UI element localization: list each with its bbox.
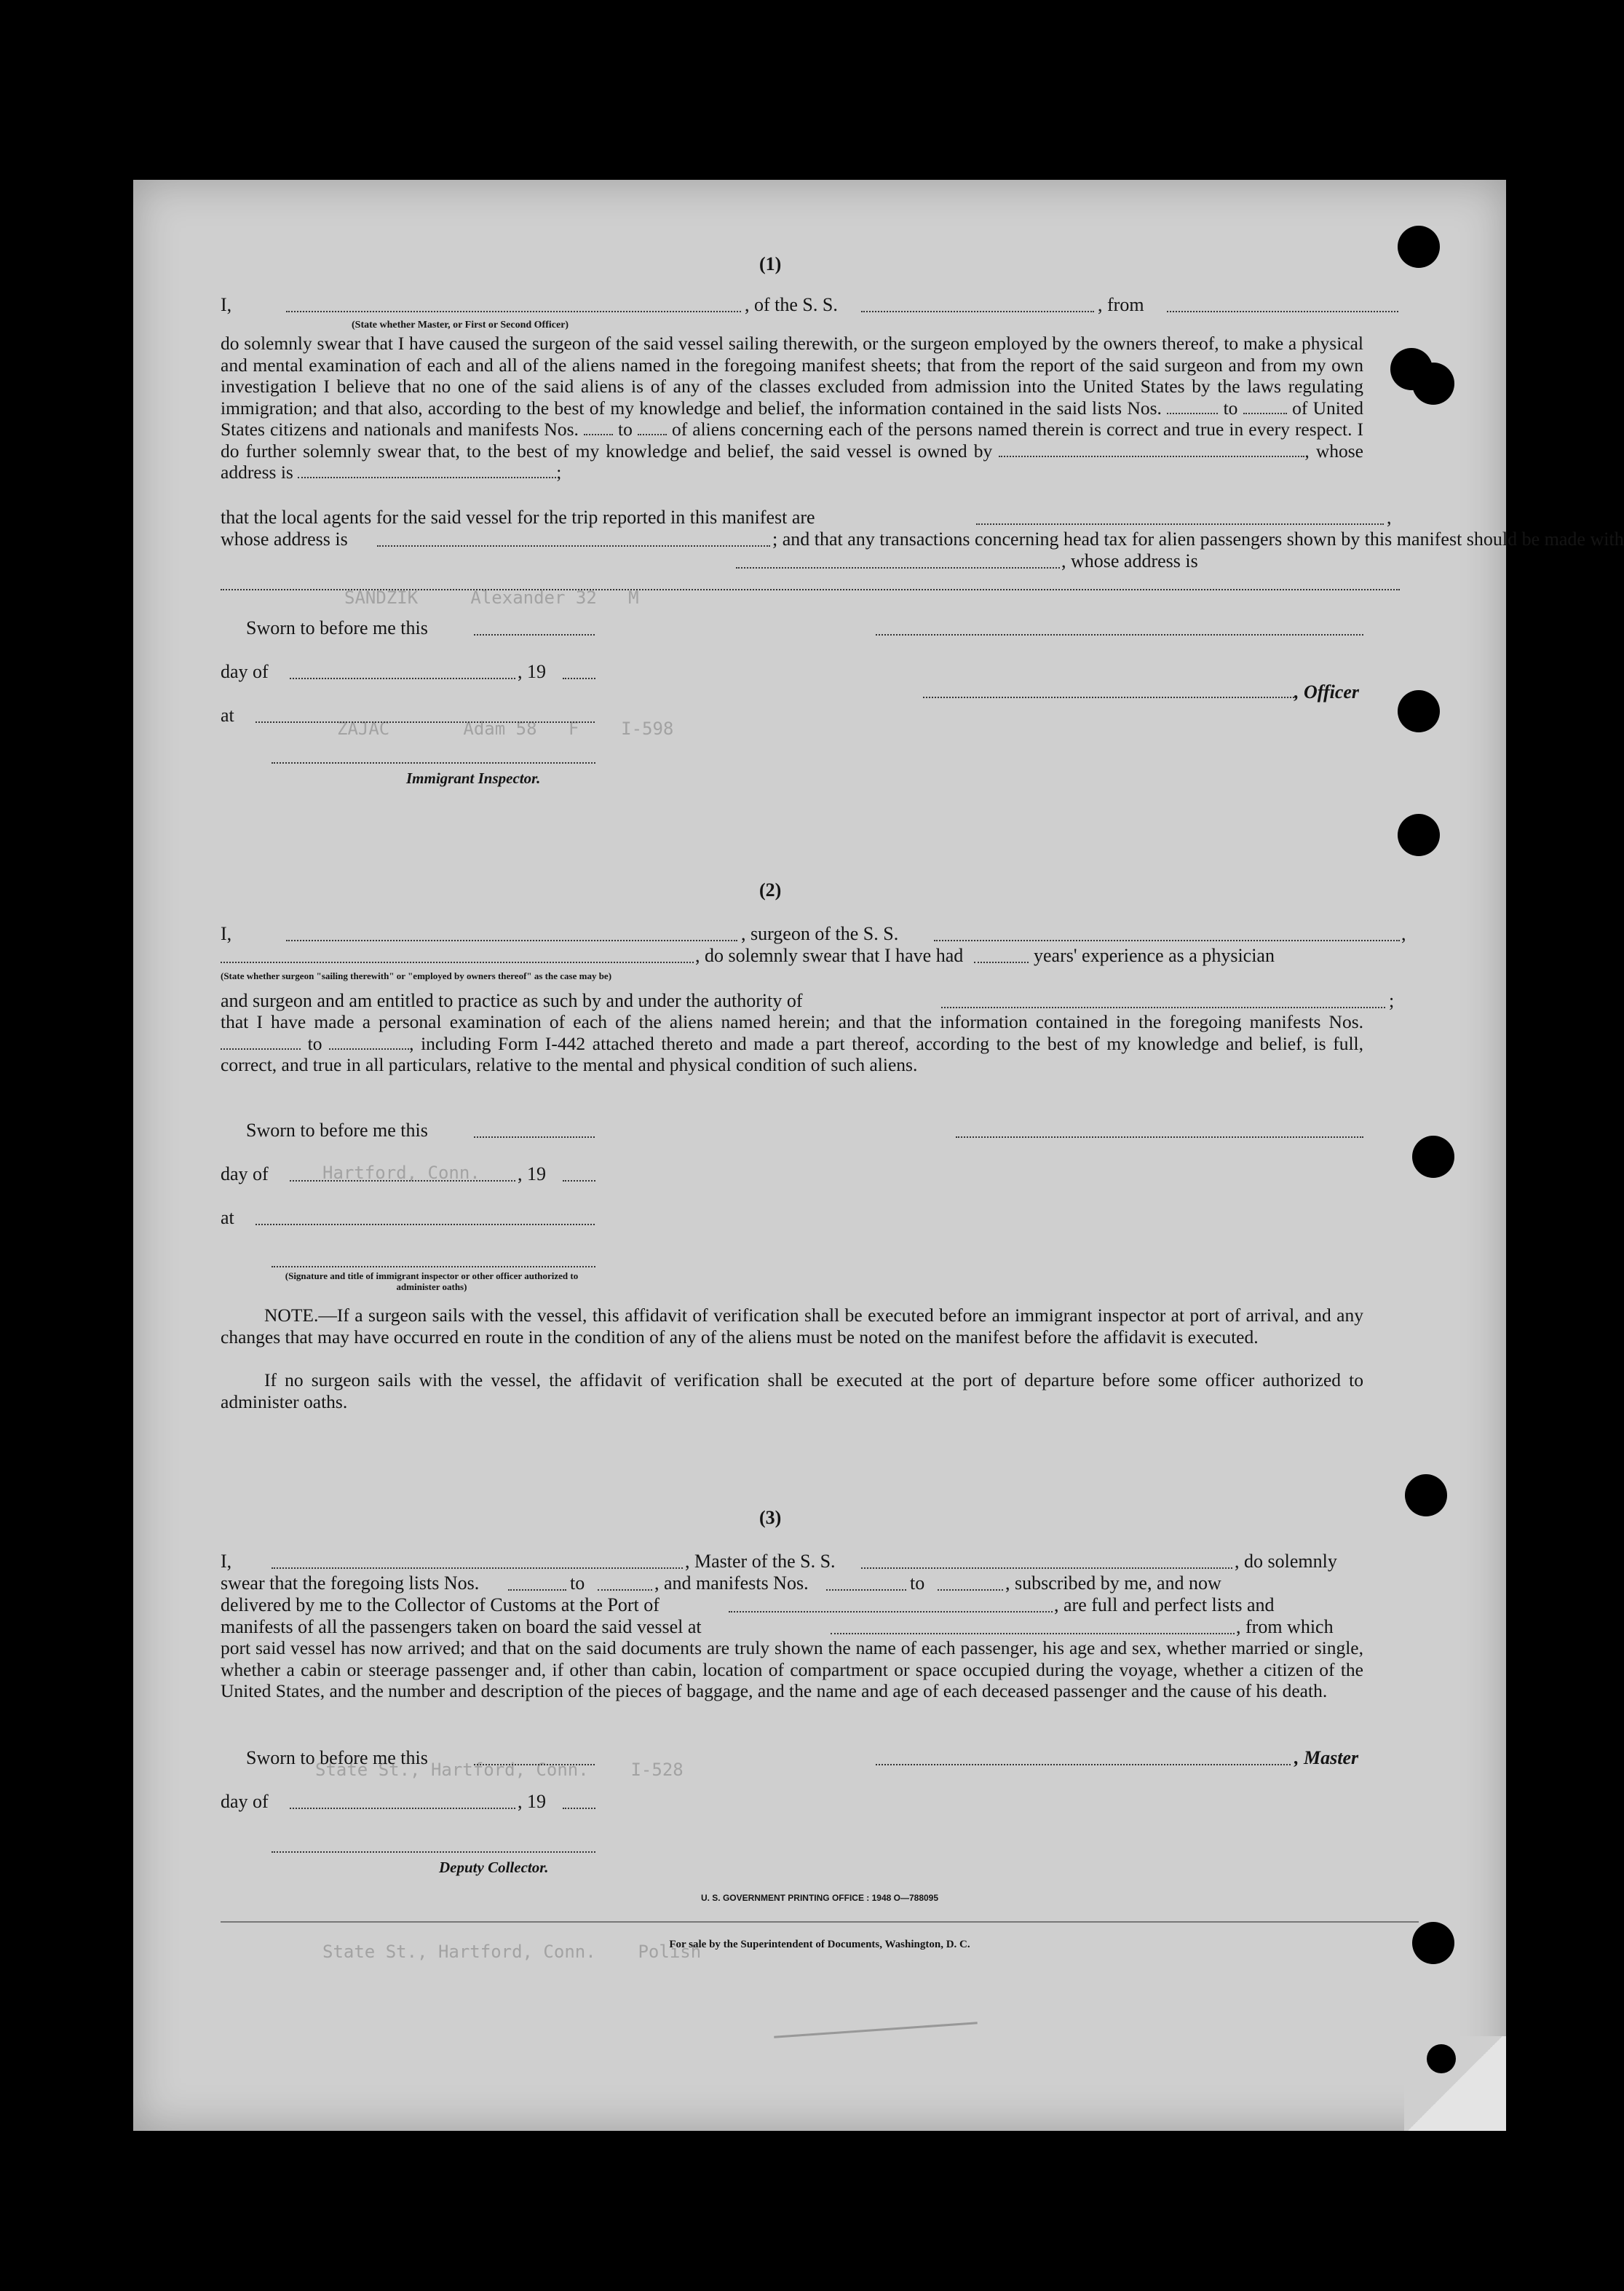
section1-signature-field[interactable] [876, 634, 1363, 636]
section2-sworn: Sworn to before me this [246, 1120, 428, 1141]
section3-delivered: delivered by me to the Collector of Customs at the Port of [221, 1594, 659, 1615]
section-1-number: (1) [759, 253, 782, 274]
section3-sworn: Sworn to before me this [246, 1747, 428, 1768]
section1-from: , from [1098, 294, 1144, 315]
section1-inspector-field[interactable] [272, 762, 595, 764]
section1-local-agents: that the local agents for the said vessel for the trip reported in this manifest are [221, 507, 815, 528]
section2-and-surgeon: and surgeon and am entitled to practice as such by and under the authority of [221, 990, 803, 1011]
punch-hole [1398, 226, 1440, 268]
section3-vessel-field[interactable] [861, 1567, 1232, 1569]
bleed-through-signature [774, 2022, 978, 2038]
section3-collector-field[interactable] [272, 1851, 595, 1853]
bleed-through-text: SANDZIK Alexander 32 M [344, 587, 639, 608]
section3-and-manifests: , and manifests Nos. [654, 1572, 809, 1594]
section2-authority-field[interactable] [941, 1007, 1385, 1008]
section3-manifests-of: manifests of all the passengers taken on board the said vessel at [221, 1616, 702, 1637]
section2-surgeon-name-field[interactable] [286, 940, 737, 941]
section2-sworn-day-field[interactable] [474, 1136, 595, 1138]
section1-immigrant-inspector: Immigrant Inspector. [406, 769, 541, 787]
section3-boarding-port-field[interactable] [831, 1633, 1235, 1634]
section1-officer: , Officer [1294, 681, 1360, 703]
section1-body: do solemnly swear that I have caused the surgeon of the said vessel sailing therewith, or the surgeon employed by the owners thereof, to make a physical and mental examination of each and all of the aliens named in the foregoing manifest sheets; that from the report of the said surgeon and from my own investigation I believe that no one of the said aliens is of any of the classes excluded from admission into the United States by the laws regulating immigration; and that also, according to the best of my knowledge and belief, the information contained in the said lists Nos. to of United States citizens and nationals and manifests Nos. to of aliens concerning each of the persons named therein is correct and true in every respect. I do further solemnly swear that, to the best of my knowledge and belief, the said vessel is owned by , whose address is ; [221, 333, 1364, 483]
section1-of-ss: , of the S. S. [745, 294, 838, 315]
section2-inspector-field[interactable] [272, 1266, 595, 1267]
section2-sailing-field[interactable] [221, 962, 694, 963]
section1-month-field[interactable] [290, 678, 515, 679]
section2-do-solemnly: , do solemnly swear that I have had [695, 945, 964, 966]
section1-sworn-day-field[interactable] [474, 634, 595, 636]
section2-month-field[interactable] [290, 1180, 515, 1182]
section2-state-surgeon-caption: (State whether surgeon "sailing therewith" or "employed by owners thereof" as the case may be) [221, 970, 612, 981]
section3-signature-field[interactable] [876, 1764, 1291, 1765]
section2-years: years' experience as a physician [1034, 945, 1275, 966]
footer-for-sale: For sale by the Superintendent of Documents, Washington, D. C. [669, 1939, 970, 1950]
section2-note2: If no surgeon sails with the vessel, the affidavit of verification shall be executed at the port of departure before some officer authorized to administer oaths. [221, 1369, 1363, 1412]
section3-subscribed: , subscribed by me, and now [1005, 1572, 1221, 1594]
section1-i: I, [221, 294, 232, 315]
section2-nineteen: , 19 [518, 1163, 546, 1184]
section2-vessel-field[interactable] [934, 940, 1400, 941]
section3-month-field[interactable] [290, 1808, 515, 1809]
section3-manifests-from-field[interactable] [826, 1589, 906, 1591]
section3-nineteen: , 19 [518, 1791, 546, 1812]
section1-head-tax: ; and that any transactions concerning head tax for alien passengers shown by this manifest should be made with [772, 529, 1624, 550]
section2-signature-caption: (Signature and title of immigrant inspector or other officer authorized to administer oaths) [285, 1270, 579, 1292]
section1-head-tax-address-field[interactable] [221, 589, 1400, 590]
punch-hole [1412, 1922, 1454, 1964]
section1-officer-field[interactable] [286, 311, 741, 312]
section3-day-of: day of [221, 1791, 269, 1812]
footer-gpo: U. S. GOVERNMENT PRINTING OFFICE : 1948 O—788095 [700, 1893, 939, 1903]
section2-at-field[interactable] [256, 1224, 595, 1225]
section3-year-field[interactable] [563, 1808, 595, 1809]
section1-nineteen: , 19 [518, 661, 546, 682]
section2-surgeon-of: , surgeon of the S. S. [741, 923, 899, 944]
bleed-through-text: Hartford, Conn. [322, 1163, 480, 1183]
section1-officer-name-field[interactable] [923, 697, 1294, 698]
section1-sworn: Sworn to before me this [246, 617, 428, 638]
punch-hole [1412, 1136, 1454, 1178]
section3-lists-to-field[interactable] [598, 1589, 652, 1591]
section3-master-of: , Master of the S. S. [685, 1551, 836, 1572]
section2-body: that I have made a personal examination of each of the aliens named herein; and that the information contained in the foregoing manifests Nos. to , including Form I-442 attached thereto and made a part thereof, according to the best of my knowledge and belief, is full, correct, and true in all particulars, relative to the mental and physical condition of such aliens. [221, 1011, 1363, 1075]
section-3-number: (3) [759, 1507, 782, 1528]
section1-state-master-caption: (State whether Master, or First or Second Officer) [352, 320, 569, 331]
section3-master-name-field[interactable] [272, 1567, 683, 1569]
section1-agents-field[interactable] [976, 523, 1384, 525]
punch-hole [1412, 363, 1454, 405]
section1-vessel-field[interactable] [861, 311, 1094, 312]
punch-hole [1398, 814, 1440, 856]
section1-at-field[interactable] [256, 721, 595, 723]
section1-whose-address: whose address is [221, 529, 348, 550]
section2-at: at [221, 1207, 234, 1228]
section3-lists-from-field[interactable] [508, 1589, 566, 1591]
punch-hole [1427, 2044, 1456, 2073]
section3-to2: to [910, 1572, 925, 1594]
section3-master: , Master [1294, 1747, 1359, 1768]
section3-swear: swear that the foregoing lists Nos. [221, 1572, 480, 1594]
section2-year-field[interactable] [563, 1180, 595, 1182]
section3-body: port said vessel has now arrived; and that on the said documents are truly shown the name of each passenger, his age and sex, whether married or single, whether a cabin or steerage passenger and, if other than cabin, location of compartment or space occupied during the voyage, whether a citizen of the United States, and the number and description of the pieces of baggage, and the name and age of each deceased passenger and the cause of his death. [221, 1637, 1363, 1701]
page-curl [1404, 2036, 1506, 2131]
section2-years-field[interactable] [974, 962, 1029, 963]
section1-year-field[interactable] [563, 678, 595, 679]
section3-to1: to [570, 1572, 585, 1594]
punch-hole [1398, 690, 1440, 732]
section3-from-which: , from which [1236, 1616, 1334, 1637]
bleed-through-text: ZAJAC Adam 58 F I-598 [337, 719, 674, 739]
section1-from-field[interactable] [1167, 311, 1398, 312]
bleed-through-text: State St., Hartford, Conn. Polish [322, 1942, 702, 1962]
section1-at: at [221, 705, 234, 726]
section1-whose-address-2: , whose address is [1061, 550, 1198, 571]
section1-agents-address-field[interactable] [377, 545, 770, 547]
manifest-back-page: SANDZIK Alexander 32 M ZAJAC Adam 58 F I-598 Hartford, Conn. State St., Hartford, Conn. I-528 State St., Hartford, Conn. Polish (1) I, , of the S. S. , from (State whether Master, or First or Second Officer) do solemnly swear that I have caused the surgeon of the said vessel sailing therewith, or the surgeon employed by the owners thereof, to make a physical and mental examination of each and all of the aliens named in the foregoing manifest sheets; that from the report of the said surgeon and from my own investigation I believe that no one of the said aliens is of any of the classes excluded from admission into the United States by the laws regulating immigration; and that also, according to the best of my knowledge and belief, the information contained in the said lists Nos. to of United States citizens and nationals and manifests Nos. to of aliens concerning each of the persons named therein is correct and true in every respect. I do further solemnly swear that, to the best of my knowledge and belief, the said vessel is owned by , whose address is ; that the local agents for the said vessel for the trip reported in this manifest are , whose address is ; and that any transactions concerning head tax for alien passengers shown by this manifest should be made with , whose address is Sworn to before me this day of , 19 , Officer at Immigrant Inspector. (2) I, , surgeon of the S. S. , , do solemnly swear that I have had years' experience as a physician (State whether surgeon "sailing therewith" or "employed by owners thereof" as the case may be) and surgeon and am entitled to practice as such by and under the authority of ; that I have made a personal examination of each of the aliens named herein; and that the information contained in the foregoing manifests Nos. to , including Form I-442 attached thereto and made a part thereof, according to the best of my knowledge and belief, is full, correct, and true in all particulars, relative to the mental and physical condition of such aliens. Sworn to before me this day of , 19 at (Signature and title of immigrant inspector or other officer authorized to administer oaths) NOTE.—If a surgeon sails with the vessel, this affidavit of verification shall be executed before an immigrant inspector at port of arrival, and any changes that may have occurred en route in the condition of any of the aliens must be noted on the manifest before the affidavit is executed. If no surgeon sails with the vessel, the affidavit of verification shall be executed at the port of departure before some officer authorized to administer oaths. (3) I, , Master of the S. S. , do solemnly swear that the foregoing lists Nos. to , and manifests Nos. to , subscribed by me, and now delivered by me to the Collector of Customs at the Port of , are full and perfect lists and manifests of all the passengers taken on board the said vessel at , from which port said vessel has now arrived; and that on the said documents are truly shown the name of each passenger, his age and sex, whether married or single, whether a cabin or steerage passenger and, if other than cabin, location of compartment or space occupied during the voyage, whether a citizen of the United States, and the number and description of the pieces of baggage, and the name and age of each deceased passenger and the cause of his death. Sworn to before me this , Master day of , 19 Deputy Collector. U. S. GOVERNMENT PRINTING OFFICE : 1948 O—788095 For sale by the Superintendent of Documents, Washington, D. C. [133, 180, 1506, 2131]
section-2-number: (2) [759, 879, 782, 901]
section3-deputy-collector: Deputy Collector. [439, 1859, 549, 1876]
footer-rule [221, 1921, 1419, 1923]
section3-port-field[interactable] [729, 1611, 1053, 1613]
section2-note: NOTE.—If a surgeon sails with the vessel, this affidavit of verification shall be executed before an immigrant inspector at port of arrival, and any changes that may have occurred en route in the condition of any of the aliens must be noted on the manifest before the affidavit is executed. [221, 1305, 1363, 1348]
section3-do-solemnly: , do solemnly [1235, 1551, 1337, 1572]
section2-signature-field[interactable] [956, 1136, 1363, 1138]
section1-day-of: day of [221, 661, 269, 682]
section2-i: I, [221, 923, 232, 944]
bleed-through-text: State St., Hartford, Conn. I-528 [315, 1760, 684, 1780]
section1-head-tax-field[interactable] [736, 567, 1060, 569]
section3-manifests-to-field[interactable] [938, 1589, 1003, 1591]
section3-i: I, [221, 1551, 232, 1572]
section3-sworn-day-field[interactable] [474, 1764, 595, 1765]
section2-day-of: day of [221, 1163, 269, 1184]
punch-hole [1405, 1474, 1447, 1516]
section3-full-perfect: , are full and perfect lists and [1054, 1594, 1275, 1615]
